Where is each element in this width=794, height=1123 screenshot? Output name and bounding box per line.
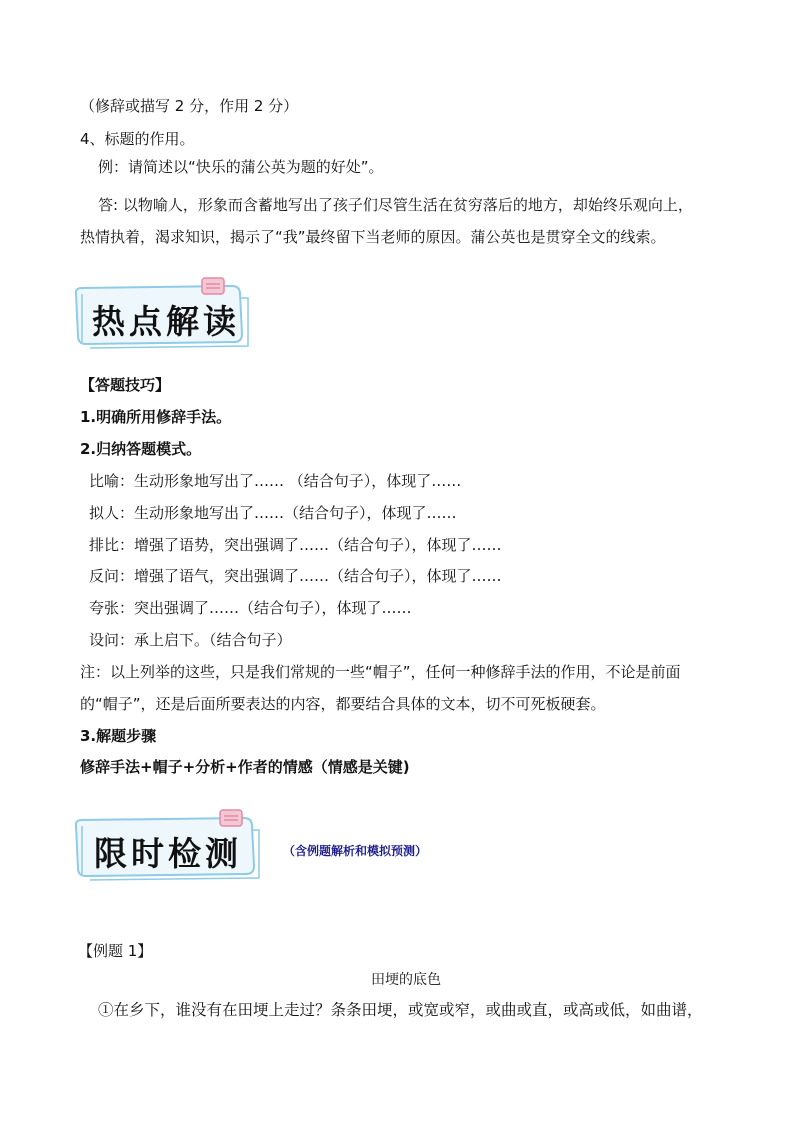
pattern-rhetorical-question: 反问：增强了语气，突出强调了……（结合句子），体现了…… xyxy=(89,567,502,585)
passage-title: 田埂的底色 xyxy=(371,972,441,988)
timed-test-title: 限时检测 xyxy=(94,834,242,873)
example-prompt: 例：请简述以“快乐的蒲公英为题的好处”。 xyxy=(98,158,384,176)
techniques-heading: 【答题技巧】 xyxy=(80,376,171,394)
point-1: 1.明确所用修辞手法。 xyxy=(80,408,232,426)
hot-topic-banner xyxy=(72,276,252,350)
pattern-metaphor: 比喻：生动形象地写出了…… （结合句子），体现了…… xyxy=(89,472,462,490)
pattern-hyperbole: 夸张：突出强调了……（结合句子），体现了…… xyxy=(89,599,412,617)
note-line-2: 的“帽子”，还是后面所要表达的内容，都要结合具体的文本，切不可死板硬套。 xyxy=(80,695,606,713)
formula: 修辞手法+帽子+分析+作者的情感（情感是关键) xyxy=(80,758,410,776)
pattern-question-answer: 设问：承上启下。（结合句子） xyxy=(89,631,292,649)
pattern-parallelism: 排比：增强了语势，突出强调了……（结合句子），体现了…… xyxy=(89,536,502,554)
hot-topic-title: 热点解读 xyxy=(92,302,240,341)
timed-test-note: （含例题解析和模拟预测） xyxy=(283,844,428,858)
point-3: 3.解题步骤 xyxy=(80,727,157,745)
timed-test-banner xyxy=(72,808,262,882)
passage-line-1: ①在乡下，谁没有在田埂上走过？条条田埂，或宽或窄，或曲或直，或高或低，如曲谱， xyxy=(98,1001,703,1019)
answer-line-1: 答: 以物喻人，形象而含蓄地写出了孩子们尽管生活在贫穷落后的地方，却始终乐观向上， xyxy=(98,196,693,214)
score-note: （修辞或描写 2 分，作用 2 分） xyxy=(80,97,299,115)
example-label: 【例题 1】 xyxy=(78,942,153,960)
answer-line-2: 热情执着，渴求知识，揭示了“我”最终留下当老师的原因。蒲公英也是贯穿全文的线索。 xyxy=(80,228,666,246)
pattern-personification: 拟人：生动形象地写出了……（结合句子），体现了…… xyxy=(89,504,457,522)
note-line-1: 注：以上列举的这些，只是我们常规的一些“帽子”，任何一种修辞手法的作用，不论是前面 xyxy=(80,663,681,681)
point-2: 2.归纳答题模式。 xyxy=(80,440,202,458)
item4-title: 4、标题的作用。 xyxy=(80,130,195,148)
